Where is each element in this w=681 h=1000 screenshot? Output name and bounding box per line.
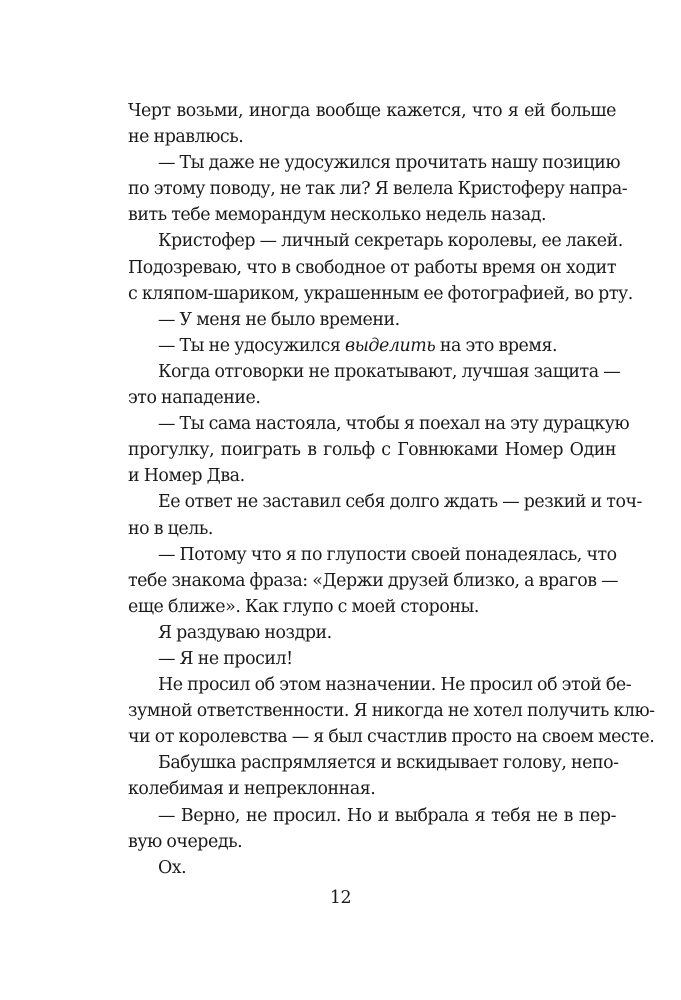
- text-line: Подозреваю, что в свободное от работы время он ходит: [128, 257, 616, 278]
- text-line: — Верно, не просил. Но и выбрала я тебя не в пер-: [158, 805, 616, 826]
- text-line: с кляпом-шариком, украшенным ее фотографией, во рту.: [128, 283, 633, 304]
- text-line: Черт возьми, иногда вообще кажется, что я ей больше: [128, 101, 616, 121]
- text-line: тебе знакома фраза: «Держи друзей близко, а врагов —: [128, 570, 619, 591]
- emphasized-word: выделить: [345, 335, 436, 356]
- text-line: это нападение.: [128, 388, 261, 409]
- text-line: [128, 333, 616, 359]
- text-line: Ее ответ не заставил себя долго ждать — резкий и точ-: [158, 492, 642, 513]
- text-line: Ох.: [158, 857, 187, 878]
- text-line: не нравлюсь.: [128, 127, 244, 148]
- page-number: 12: [329, 888, 352, 908]
- text-line: Когда отговорки не прокатывают, лучшая защита —: [158, 361, 621, 382]
- text-line: — Ты сама настояла, чтобы я поехал на эту дурацкую: [158, 414, 630, 435]
- text-line: — Ты даже не удосужился прочитать нашу позицию: [158, 153, 621, 174]
- text-line: прогулку, поиграть в гольф с Говнюками Номер Один: [128, 440, 616, 461]
- text-line: чи от королевства — я был счастлив просто на своем месте.: [128, 727, 655, 748]
- text-line: — У меня не было времени.: [158, 309, 400, 330]
- text-run: — Ты не удосужился: [158, 335, 346, 356]
- text-line: зумной ответственности. Я никогда не хотел получить клю-: [128, 701, 655, 722]
- text-line: по этому поводу, не так ли? Я велела Кристоферу напра-: [128, 179, 628, 200]
- text-line: но в цель.: [128, 518, 213, 539]
- text-line: колебимая и непреклонная.: [128, 779, 376, 800]
- text-line: Я раздуваю ноздри.: [158, 622, 332, 643]
- text-line: вить тебе меморандум несколько недель назад.: [128, 205, 547, 226]
- text-line: еще ближе». Как глупо с моей стороны.: [128, 596, 479, 617]
- text-run: на это время.: [435, 335, 558, 356]
- text-line: — Потому что я по глупости своей понадеялась, что: [158, 544, 617, 565]
- text-line: и Номер Два.: [128, 466, 245, 487]
- text-line: Не просил об этом назначении. Не просил об этой бе-: [158, 675, 632, 696]
- body-text: [128, 98, 655, 881]
- text-line: Кристофер — личный секретарь королевы, ее лакей.: [158, 231, 623, 252]
- text-line: — Я не просил!: [158, 648, 293, 669]
- text-line: Бабушка распрямляется и вскидывает голову, непо-: [158, 753, 619, 774]
- text-line: вую очередь.: [128, 831, 243, 852]
